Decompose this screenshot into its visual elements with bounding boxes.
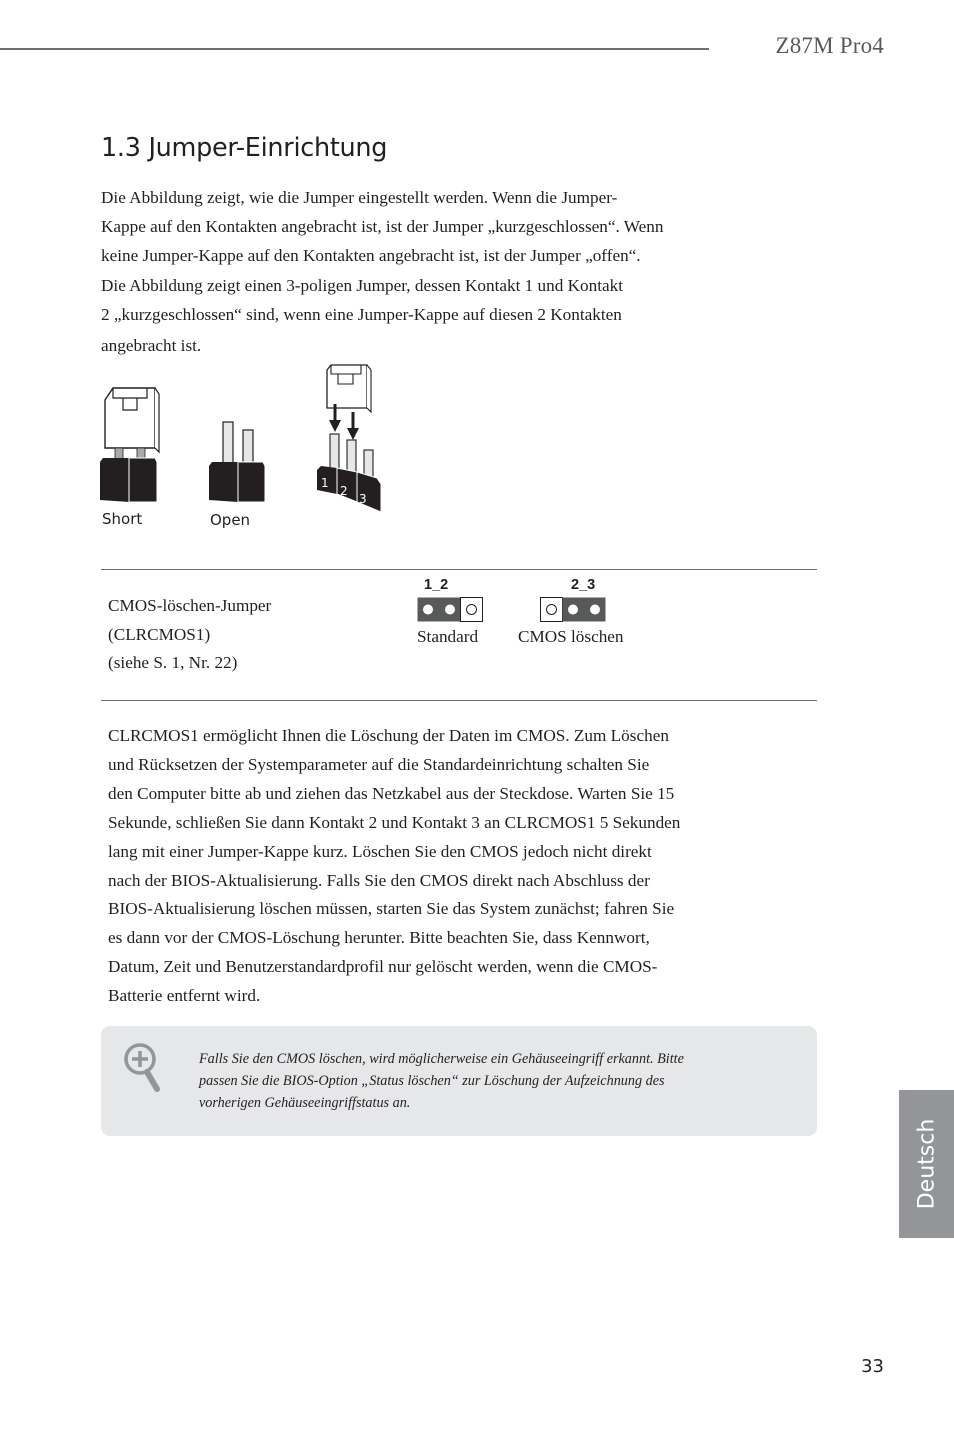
jumper-reference: (siehe S. 1, Nr. 22) (108, 653, 238, 672)
note-line: Falls Sie den CMOS löschen, wird möglicherweise ein Gehäuseeingriff erkannt. Bitte (199, 1051, 684, 1067)
note-line: vorherigen Gehäuseeingriffstatus an. (199, 1095, 411, 1111)
body-line: Sekunde, schließen Sie dann Kontakt 2 und Kontakt 3 an CLRCMOS1 5 Sekunden (108, 812, 681, 832)
section-title: 1.3 Jumper-Einrichtung (101, 133, 388, 163)
language-tab-label: Deutsch (914, 1118, 939, 1210)
setting-1-pins-label: 1_2 (424, 577, 449, 593)
intro-line: keine Jumper-Kappe auf den Kontakten angebracht ist, ist der Jumper „offen“. (101, 246, 641, 266)
body-line: lang mit einer Jumper-Kappe kurz. Löschen Sie den CMOS jedoch nicht direkt (108, 841, 652, 861)
model-name: Z87M Pro4 (775, 33, 884, 58)
intro-line: 2 „kurzgeschlossen“ sind, wenn eine Jumper-Kappe auf diesen 2 Kontakten (101, 304, 622, 324)
setting-1-label: Standard (417, 627, 479, 646)
intro-paragraph (101, 183, 781, 360)
body-line: nach der BIOS-Aktualisierung. Falls Sie den CMOS direkt nach Abschluss der (108, 870, 650, 890)
body-line: Batterie entfernt wird. (108, 986, 261, 1006)
body-line: Datum, Zeit und Benutzerstandardprofil nur gelöscht werden, wenn die CMOS- (108, 957, 658, 977)
pin-number-3: 3 (359, 492, 367, 506)
short-jumper-diagram (100, 388, 159, 502)
table-bottom-rule (101, 700, 817, 701)
header-rule (0, 48, 709, 50)
pin-number-1: 1 (321, 476, 329, 490)
intro-line: Die Abbildung zeigt einen 3-poligen Jumper, dessen Kontakt 1 und Kontakt (101, 275, 624, 295)
pin-header-standard (417, 597, 483, 622)
jumper-illustration (95, 360, 395, 520)
open-label: Open (210, 511, 251, 529)
pin-header-clear-cmos (540, 597, 606, 622)
magnifier-plus-icon (122, 1041, 162, 1093)
page-number: 33 (861, 1356, 884, 1377)
body-paragraph (108, 722, 788, 1011)
setting-2-label: CMOS löschen (518, 627, 624, 646)
body-line: es dann vor der CMOS-Löschung herunter. Bitte beachten Sie, dass Kennwort, (108, 928, 650, 948)
table-top-rule (101, 569, 817, 570)
body-line: CLRCMOS1 ermöglicht Ihnen die Löschung der Daten im CMOS. Zum Löschen (108, 726, 669, 745)
intro-line: angebracht ist. (101, 336, 202, 356)
jumper-id: (CLRCMOS1) (108, 624, 211, 644)
body-line: den Computer bitte ab und ziehen das Netzkabel aus der Steckdose. Warten Sie 15 (108, 783, 675, 803)
jumper-name-line: CMOS-löschen-Jumper (108, 596, 272, 615)
note-text (199, 1048, 769, 1114)
language-tab (899, 1090, 954, 1238)
pin-number-2: 2 (340, 484, 348, 498)
note-line: passen Sie die BIOS-Option „Status löschen“ zur Löschung der Aufzeichnung des (199, 1073, 665, 1089)
body-line: und Rücksetzen der Systemparameter auf die Standardeinrichtung schalten Sie (108, 754, 650, 774)
jumper-name (108, 592, 271, 678)
short-label: Short (102, 510, 143, 528)
intro-line: Die Abbildung zeigt, wie die Jumper eingestellt werden. Wenn die Jumper- (101, 188, 618, 207)
intro-line: Kappe auf den Kontakten angebracht ist, ist der Jumper „kurzgeschlossen“. Wenn (101, 217, 664, 237)
body-line: BIOS-Aktualisierung löschen müssen, starten Sie das System zunächst; fahren Sie (108, 899, 675, 919)
setting-2-pins-label: 2_3 (571, 577, 596, 593)
open-jumper-diagram (209, 422, 265, 502)
